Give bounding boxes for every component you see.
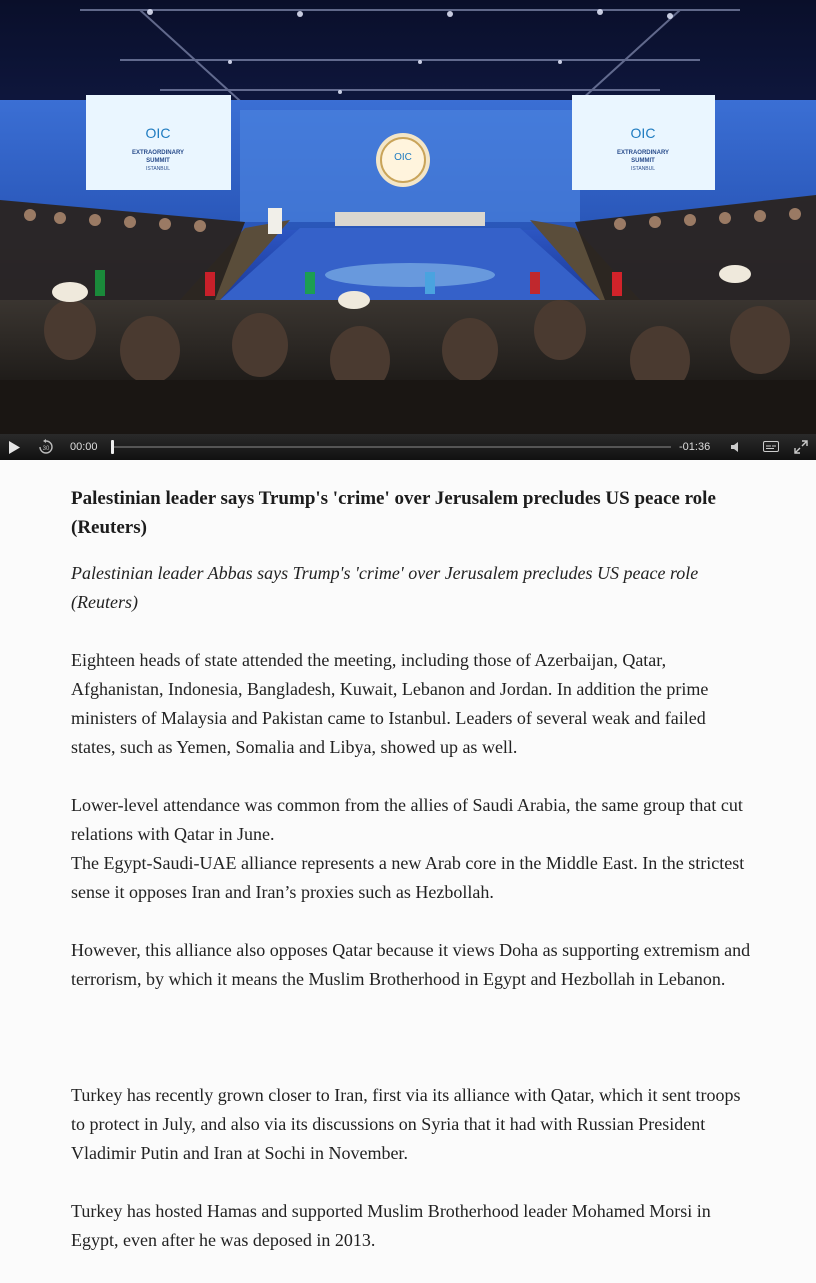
- screen-left-line3: ISTANBUL: [145, 166, 171, 172]
- rewind-seconds-label: 30: [42, 446, 50, 452]
- article-headline: Palestinian leader says Trump's 'crime' over Jerusalem precludes US peace role (Reuters): [71, 488, 716, 538]
- screen-left-line2: SUMMIT: [146, 158, 170, 164]
- article-paragraph: Eighteen heads of state attended the meeting, including those of Azerbaijan, Qatar, Afghanistan, Indonesia, Bangladesh, Kuwait, Lebanon and Jordan. In addition the prime ministers of Malaysia and Pakistan came to Istanbul. Leaders of several weak and failed states, such as Yemen, Somalia and Libya, showed up as well.: [71, 650, 709, 757]
- progress-scrubber[interactable]: [111, 440, 114, 454]
- screen-right-line2: SUMMIT: [631, 158, 655, 164]
- screen-right-logo: OIC: [630, 125, 656, 141]
- fullscreen-icon[interactable]: [792, 434, 810, 460]
- article-body: [71, 484, 751, 1255]
- article-paragraph: The Egypt-Saudi-UAE alliance represents a new Arab core in the Middle East. In the strictest sense it opposes Iran and Iran’s proxies such as Hezbollah.: [71, 853, 745, 902]
- screen-right-line3: ISTANBUL: [630, 166, 656, 172]
- progress-track[interactable]: [111, 434, 671, 460]
- volume-icon[interactable]: [730, 434, 744, 460]
- play-icon[interactable]: [6, 434, 22, 460]
- article-paragraph: Lower-level attendance was common from the allies of Saudi Arabia, the same group that cut relations with Qatar in June.: [71, 795, 743, 844]
- emblem-logo: OIC: [394, 152, 412, 163]
- rewind-30-icon[interactable]: [36, 434, 56, 460]
- article-paragraph: Turkey has recently grown closer to Iran, first via its alliance with Qatar, which it sent troops to protect in July, and also via its discussions on Syria that it had with Russian President Vladimir Putin and Iran at Sochi in November.: [71, 1085, 741, 1163]
- video-controls-bar: [0, 434, 816, 460]
- article-paragraph: However, this alliance also opposes Qatar because it views Doha as supporting extremism and terrorism, by which it means the Muslim Brotherhood in Egypt and Hezbollah in Lebanon.: [71, 940, 751, 989]
- article-paragraph: Turkey has hosted Hamas and supported Muslim Brotherhood leader Mohamed Morsi in Egypt, even after he was deposed in 2013.: [71, 1201, 711, 1250]
- screen-left-line1: EXTRAORDINARY: [131, 150, 185, 156]
- conference-hall-scene: [0, 0, 816, 434]
- remaining-time: -01:36: [679, 441, 711, 453]
- screen-left-logo: OIC: [145, 125, 171, 141]
- current-time: 00:00: [70, 441, 98, 453]
- captions-icon[interactable]: [762, 434, 780, 460]
- screen-right-line1: EXTRAORDINARY: [616, 150, 670, 156]
- video-player[interactable]: [0, 0, 816, 460]
- article-subhead: Palestinian leader Abbas says Trump's 'crime' over Jerusalem precludes US peace role (Reuters): [71, 563, 699, 612]
